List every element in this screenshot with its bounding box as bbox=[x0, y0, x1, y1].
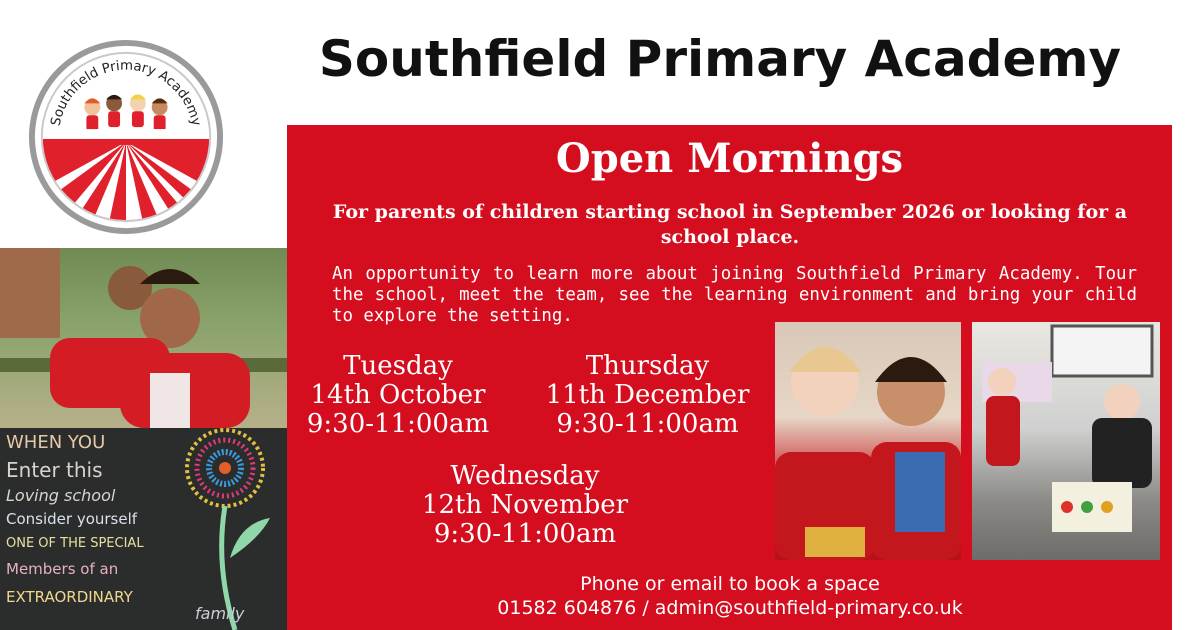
school-logo bbox=[27, 38, 225, 236]
date-time: 9:30-11:00am bbox=[556, 409, 739, 439]
date-time: 9:30-11:00am bbox=[306, 409, 490, 439]
contact-line: Phone or email to book a space bbox=[580, 573, 880, 595]
date-time: 9:30-11:00am bbox=[433, 519, 617, 549]
children-painting-photo bbox=[775, 322, 961, 560]
children-playground-photo bbox=[0, 248, 287, 428]
event-heading: Open Mornings bbox=[555, 135, 904, 182]
open-morning-date-2 bbox=[530, 352, 765, 439]
open-morning-date-1 bbox=[298, 352, 498, 439]
date-date: 14th October bbox=[310, 380, 486, 410]
date-day: Thursday bbox=[585, 351, 710, 381]
board-line: Loving school bbox=[6, 486, 116, 505]
date-day: Wednesday bbox=[450, 461, 600, 491]
board-line: WHEN YOU bbox=[6, 432, 106, 453]
date-day: Tuesday bbox=[343, 351, 453, 381]
board-line: Enter this bbox=[6, 458, 103, 482]
logo-arc-text: Southfield Primary Academy bbox=[48, 58, 204, 128]
board-line: Consider yourself bbox=[6, 510, 138, 528]
event-intro: An opportunity to learn more about joining Southfield Primary Academy. Tour the school, meet the team, see the learning environment and bring your child to explore the setting. bbox=[332, 264, 1137, 326]
board-line: EXTRAORDINARY bbox=[6, 588, 133, 606]
date-date: 11th December bbox=[545, 380, 750, 410]
school-title: Southfield Primary Academy bbox=[318, 30, 1122, 88]
board-line: family bbox=[195, 604, 245, 623]
contact-details[interactable]: 01582 604876 / admin@southfield-primary.co.uk bbox=[497, 597, 963, 619]
contact-info bbox=[420, 572, 1040, 620]
board-line: ONE OF THE SPECIAL bbox=[6, 536, 144, 551]
welcome-chalkboard-photo bbox=[0, 428, 287, 630]
event-subheading: For parents of children starting school in September 2026 or looking for a school place. bbox=[332, 201, 1128, 248]
classroom-activity-photo bbox=[972, 322, 1160, 560]
open-morning-date-3 bbox=[400, 462, 650, 549]
date-date: 12th November bbox=[421, 490, 629, 520]
board-line: Members of an bbox=[6, 560, 119, 578]
